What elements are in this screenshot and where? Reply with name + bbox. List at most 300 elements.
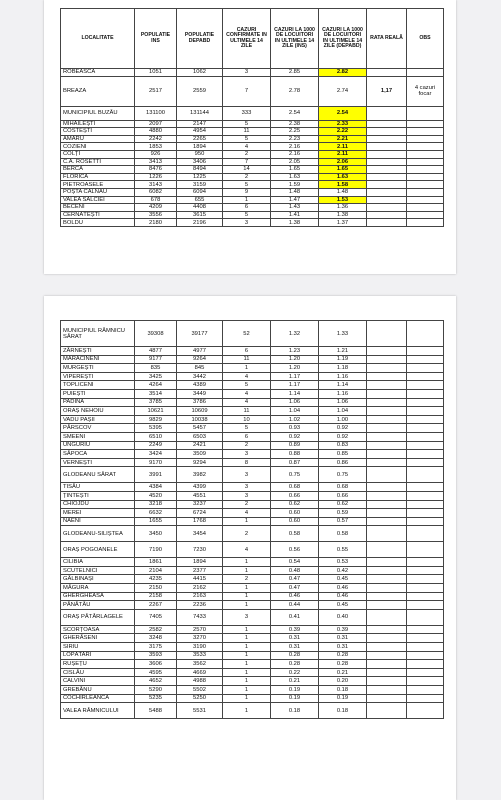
- table-row: [61, 398, 444, 407]
- cell-rata-depabd: 0.92: [319, 424, 367, 433]
- cell-pop-ins: 1655: [135, 517, 177, 526]
- cell-localitate: RUȘEȚU: [61, 660, 135, 669]
- cell-pop-ins: 1861: [135, 558, 177, 567]
- cell-pop-depabd: 4389: [177, 381, 223, 390]
- cell-rata-depabd: 0.31: [319, 643, 367, 652]
- cell-localitate: SCUTELNICI: [61, 566, 135, 575]
- table-row: [61, 643, 444, 652]
- cell-localitate: BOLDU: [61, 219, 135, 227]
- cell-rata-reala: [367, 625, 407, 634]
- cell-cazuri: 1: [223, 196, 271, 204]
- cell-pop-ins: 3413: [135, 158, 177, 166]
- table-row: [61, 450, 444, 459]
- header-rata-ins: CAZURI LA 1000 DE LOCUITORI IN ULTIMELE 14 ZILE (INS): [271, 9, 319, 69]
- cell-rata-reala: [367, 694, 407, 703]
- header-cazuri-14: CAZURI CONFIRMATE IN ULTIMELE 14 ZILE: [223, 9, 271, 69]
- cell-rata-ins: 2.54: [271, 106, 319, 120]
- cell-cazuri: 1: [223, 660, 271, 669]
- cell-cazuri: 4: [223, 509, 271, 518]
- cell-rata-ins: 0.28: [271, 660, 319, 669]
- cell-localitate: PUIEȘTI: [61, 389, 135, 398]
- cell-localitate: CERNĂTEȘTI: [61, 211, 135, 219]
- cell-rata-ins: 1.47: [271, 196, 319, 204]
- cell-rata-reala: [367, 347, 407, 356]
- cell-rata-ins: 1.14: [271, 389, 319, 398]
- cell-rata-reala: [367, 651, 407, 660]
- cell-rata-reala: [367, 143, 407, 151]
- cell-rata-reala: [367, 483, 407, 492]
- cell-rata-reala: [367, 500, 407, 509]
- cell-rata-depabd: 2.22: [319, 128, 367, 136]
- cell-obs: [407, 625, 444, 634]
- cell-rata-depabd: 0.86: [319, 458, 367, 467]
- cell-rata-ins: 2.16: [271, 150, 319, 158]
- cell-pop-ins: 10621: [135, 407, 177, 416]
- table-row: [61, 458, 444, 467]
- cell-rata-reala: [367, 450, 407, 459]
- cell-pop-ins: 4880: [135, 128, 177, 136]
- cell-pop-depabd: 3449: [177, 389, 223, 398]
- document-page-2: [44, 296, 456, 800]
- cell-rata-ins: 2.16: [271, 143, 319, 151]
- cell-pop-depabd: 4954: [177, 128, 223, 136]
- cell-rata-reala: [367, 592, 407, 601]
- cell-cazuri: 10: [223, 415, 271, 424]
- cell-pop-depabd: 5250: [177, 694, 223, 703]
- cell-rata-reala: [367, 509, 407, 518]
- cell-cazuri: 5: [223, 424, 271, 433]
- cell-rata-depabd: 1.36: [319, 204, 367, 212]
- cell-pop-depabd: 950: [177, 150, 223, 158]
- cell-rata-ins: 1.17: [271, 372, 319, 381]
- cell-pop-ins: 2582: [135, 625, 177, 634]
- cell-localitate: GHERGHEASA: [61, 592, 135, 601]
- cell-pop-depabd: 10609: [177, 407, 223, 416]
- cell-rata-reala: [367, 364, 407, 373]
- cell-obs: [407, 173, 444, 181]
- cell-pop-depabd: 3406: [177, 158, 223, 166]
- cell-pop-ins: 5395: [135, 424, 177, 433]
- table-row: [61, 686, 444, 695]
- cell-pop-depabd: 9294: [177, 458, 223, 467]
- cell-localitate: COLȚI: [61, 150, 135, 158]
- cell-rata-depabd: 1.16: [319, 372, 367, 381]
- table-row: [61, 173, 444, 181]
- cell-pop-depabd: 2377: [177, 566, 223, 575]
- cell-pop-ins: 3514: [135, 389, 177, 398]
- cell-pop-ins: 5235: [135, 694, 177, 703]
- cell-cazuri: 6: [223, 204, 271, 212]
- cell-rata-reala: [367, 584, 407, 593]
- cell-rata-ins: 0.92: [271, 432, 319, 441]
- cell-pop-ins: 3425: [135, 372, 177, 381]
- cell-rata-depabd: 1.38: [319, 211, 367, 219]
- cell-rata-reala: [367, 526, 407, 542]
- cell-rata-ins: 0.47: [271, 584, 319, 593]
- cell-cazuri: 2: [223, 500, 271, 509]
- cell-pop-depabd: 3533: [177, 651, 223, 660]
- table-row: [61, 592, 444, 601]
- cell-pop-depabd: 4988: [177, 677, 223, 686]
- cell-localitate: PADINA: [61, 398, 135, 407]
- cell-pop-ins: 926: [135, 150, 177, 158]
- cell-rata-reala: [367, 150, 407, 158]
- cell-localitate: VALEA RÂMNICULUI: [61, 703, 135, 719]
- cell-pop-depabd: 2147: [177, 120, 223, 128]
- cell-rata-ins: 2.05: [271, 158, 319, 166]
- cell-pop-ins: 4384: [135, 483, 177, 492]
- cell-pop-ins: 2517: [135, 76, 177, 106]
- cell-obs: [407, 398, 444, 407]
- cell-cazuri: 11: [223, 407, 271, 416]
- cell-cazuri: 3: [223, 219, 271, 227]
- cell-pop-ins: 9170: [135, 458, 177, 467]
- table-row: [61, 415, 444, 424]
- cell-pop-depabd: 2265: [177, 135, 223, 143]
- cell-pop-ins: 3143: [135, 181, 177, 189]
- table-body-bottom: [61, 321, 444, 719]
- cell-obs: [407, 415, 444, 424]
- cell-cazuri: 3: [223, 450, 271, 459]
- cell-rata-depabd: 0.46: [319, 584, 367, 593]
- table-row: [61, 651, 444, 660]
- cell-obs: [407, 407, 444, 416]
- cell-localitate: MEREI: [61, 509, 135, 518]
- cell-rata-depabd: 0.28: [319, 660, 367, 669]
- cell-rata-reala: [367, 188, 407, 196]
- cell-rata-depabd: 0.62: [319, 500, 367, 509]
- header-pop-depabd: POPULATIE DEPABD: [177, 9, 223, 69]
- cell-pop-ins: 2249: [135, 441, 177, 450]
- cell-pop-ins: 3606: [135, 660, 177, 669]
- cell-rata-depabd: 0.45: [319, 601, 367, 610]
- cell-localitate: MURGEȘTI: [61, 364, 135, 373]
- cell-localitate: SMEENI: [61, 432, 135, 441]
- cell-pop-ins: 2267: [135, 601, 177, 610]
- cell-localitate: CHIOJDU: [61, 500, 135, 509]
- cell-cazuri: 1: [223, 643, 271, 652]
- cell-obs: [407, 575, 444, 584]
- cell-rata-depabd: 2.21: [319, 135, 367, 143]
- table-row: [61, 558, 444, 567]
- cell-rata-depabd: 1.48: [319, 188, 367, 196]
- cell-obs: [407, 389, 444, 398]
- table-row: [61, 372, 444, 381]
- cell-obs: [407, 634, 444, 643]
- cell-pop-depabd: 655: [177, 196, 223, 204]
- cell-pop-depabd: 5457: [177, 424, 223, 433]
- table-row: [61, 188, 444, 196]
- cell-rata-reala: [367, 204, 407, 212]
- cell-obs: [407, 491, 444, 500]
- cell-cazuri: 3: [223, 483, 271, 492]
- cell-rata-depabd: 0.21: [319, 668, 367, 677]
- cell-rata-ins: 1.20: [271, 364, 319, 373]
- cell-rata-reala: [367, 660, 407, 669]
- cell-rata-ins: 0.60: [271, 509, 319, 518]
- cell-rata-depabd: 1.37: [319, 219, 367, 227]
- cell-rata-depabd: 0.68: [319, 483, 367, 492]
- table-row: [61, 128, 444, 136]
- cell-rata-ins: 0.18: [271, 703, 319, 719]
- cell-rata-depabd: 2.74: [319, 76, 367, 106]
- cell-rata-ins: 2.78: [271, 76, 319, 106]
- cell-pop-ins: 5290: [135, 686, 177, 695]
- cell-rata-ins: 1.43: [271, 204, 319, 212]
- cell-cazuri: 5: [223, 381, 271, 390]
- cell-rata-reala: [367, 703, 407, 719]
- cell-rata-depabd: 1.21: [319, 347, 367, 356]
- cell-localitate: GREBĂNU: [61, 686, 135, 695]
- cell-pop-depabd: 9264: [177, 355, 223, 364]
- cell-rata-depabd: 0.19: [319, 694, 367, 703]
- cell-rata-ins: 0.31: [271, 643, 319, 652]
- cell-rata-reala: [367, 128, 407, 136]
- cell-obs: [407, 150, 444, 158]
- cell-pop-ins: 2180: [135, 219, 177, 227]
- cell-rata-depabd: 1.14: [319, 381, 367, 390]
- cell-obs: [407, 372, 444, 381]
- table-row: [61, 677, 444, 686]
- cell-pop-depabd: 1894: [177, 558, 223, 567]
- table-row: [61, 660, 444, 669]
- cell-pop-depabd: 3159: [177, 181, 223, 189]
- cell-rata-ins: 0.41: [271, 609, 319, 625]
- cell-localitate: PÂRSCOV: [61, 424, 135, 433]
- cell-rata-ins: 0.46: [271, 592, 319, 601]
- cell-localitate: ȚINTEȘTI: [61, 491, 135, 500]
- cell-pop-depabd: 39177: [177, 321, 223, 347]
- cell-cazuri: 6: [223, 347, 271, 356]
- cell-rata-depabd: 0.40: [319, 609, 367, 625]
- cell-localitate: CALVINI: [61, 677, 135, 686]
- cell-rata-ins: 1.48: [271, 188, 319, 196]
- cell-localitate: GLODEANU-SILIȘTEA: [61, 526, 135, 542]
- cell-pop-depabd: 6724: [177, 509, 223, 518]
- cell-rata-depabd: 0.53: [319, 558, 367, 567]
- cell-cazuri: 5: [223, 120, 271, 128]
- cell-localitate: UNGURIU: [61, 441, 135, 450]
- cell-obs: [407, 424, 444, 433]
- cell-pop-depabd: 2162: [177, 584, 223, 593]
- cell-localitate: GHERĂSENI: [61, 634, 135, 643]
- cell-pop-ins: 6510: [135, 432, 177, 441]
- cell-obs: [407, 584, 444, 593]
- cell-cazuri: 1: [223, 592, 271, 601]
- table-row: [61, 120, 444, 128]
- cell-cazuri: 5: [223, 211, 271, 219]
- cell-obs: [407, 321, 444, 347]
- cell-rata-ins: 0.47: [271, 575, 319, 584]
- cell-pop-depabd: 2163: [177, 592, 223, 601]
- cell-rata-ins: 0.21: [271, 677, 319, 686]
- header-pop-ins: POPULATIE INS: [135, 9, 177, 69]
- cell-pop-depabd: 3190: [177, 643, 223, 652]
- cell-obs: [407, 143, 444, 151]
- cell-pop-ins: 1051: [135, 69, 177, 77]
- cell-pop-depabd: 3615: [177, 211, 223, 219]
- cell-rata-depabd: 2.11: [319, 150, 367, 158]
- cell-localitate: COSTEȘTI: [61, 128, 135, 136]
- cell-pop-ins: 2242: [135, 135, 177, 143]
- header-rata-reala: RATA REALĂ: [367, 9, 407, 69]
- table-row: [61, 150, 444, 158]
- cell-rata-depabd: 0.42: [319, 566, 367, 575]
- table-row: [61, 347, 444, 356]
- cell-rata-ins: 0.62: [271, 500, 319, 509]
- table-row: [61, 566, 444, 575]
- cell-pop-ins: 4877: [135, 347, 177, 356]
- cell-pop-depabd: 3237: [177, 500, 223, 509]
- cell-cazuri: 1: [223, 517, 271, 526]
- cell-rata-depabd: 1.16: [319, 389, 367, 398]
- cell-obs: [407, 651, 444, 660]
- cell-pop-ins: 1853: [135, 143, 177, 151]
- cell-pop-ins: 131100: [135, 106, 177, 120]
- cell-obs: [407, 517, 444, 526]
- cell-pop-depabd: 5502: [177, 686, 223, 695]
- cell-localitate: ROBEASCA: [61, 69, 135, 77]
- cell-pop-ins: 3556: [135, 211, 177, 219]
- cell-cazuri: 1: [223, 694, 271, 703]
- table-row: [61, 668, 444, 677]
- cell-cazuri: 3: [223, 69, 271, 77]
- cell-rata-ins: 0.68: [271, 483, 319, 492]
- cell-rata-ins: 1.23: [271, 347, 319, 356]
- cell-pop-ins: 3218: [135, 500, 177, 509]
- cell-rata-ins: 2.38: [271, 120, 319, 128]
- cell-pop-depabd: 2570: [177, 625, 223, 634]
- cell-rata-reala: [367, 389, 407, 398]
- cell-obs: [407, 686, 444, 695]
- cell-cazuri: 3: [223, 467, 271, 483]
- cell-obs: [407, 364, 444, 373]
- cell-pop-depabd: 8494: [177, 166, 223, 174]
- cell-rata-reala: [367, 398, 407, 407]
- cell-rata-reala: [367, 575, 407, 584]
- cell-rata-ins: 2.85: [271, 69, 319, 77]
- cell-cazuri: 5: [223, 181, 271, 189]
- cell-obs: [407, 211, 444, 219]
- table-row: [61, 364, 444, 373]
- cell-rata-ins: 0.44: [271, 601, 319, 610]
- table-row: [61, 526, 444, 542]
- cell-rata-depabd: 1.33: [319, 321, 367, 347]
- header-rata-depabd: CAZURI LA 1000 DE LOCUITORI IN ULTIMELE 14 ZILE (DEPABD): [319, 9, 367, 69]
- table-row: [61, 542, 444, 558]
- cell-cazuri: 1: [223, 601, 271, 610]
- cell-rata-depabd: 1.63: [319, 173, 367, 181]
- cell-rata-reala: [367, 166, 407, 174]
- cell-localitate: MĂGURA: [61, 584, 135, 593]
- incidence-table-bottom: [60, 320, 444, 719]
- table-row: [61, 211, 444, 219]
- cell-localitate: POȘTA CÂLNĂU: [61, 188, 135, 196]
- cell-rata-ins: 0.75: [271, 467, 319, 483]
- cell-pop-ins: 2097: [135, 120, 177, 128]
- cell-pop-ins: 3450: [135, 526, 177, 542]
- cell-rata-depabd: 0.18: [319, 703, 367, 719]
- cell-localitate: GĂLBINAȘI: [61, 575, 135, 584]
- cell-pop-depabd: 3442: [177, 372, 223, 381]
- cell-pop-ins: 8476: [135, 166, 177, 174]
- cell-cazuri: 4: [223, 542, 271, 558]
- cell-rata-ins: 1.59: [271, 181, 319, 189]
- cell-rata-reala: [367, 458, 407, 467]
- cell-rata-depabd: 0.31: [319, 634, 367, 643]
- cell-rata-reala: [367, 135, 407, 143]
- table-row: [61, 509, 444, 518]
- cell-localitate: COZIENI: [61, 143, 135, 151]
- table-row: [61, 166, 444, 174]
- cell-rata-depabd: 1.53: [319, 196, 367, 204]
- cell-obs: [407, 128, 444, 136]
- cell-rata-ins: 0.56: [271, 542, 319, 558]
- cell-rata-reala: [367, 609, 407, 625]
- cell-localitate: NĂENI: [61, 517, 135, 526]
- table-row: [61, 491, 444, 500]
- cell-cazuri: 1: [223, 584, 271, 593]
- cell-rata-reala: [367, 355, 407, 364]
- cell-obs: [407, 166, 444, 174]
- cell-obs: [407, 158, 444, 166]
- cell-pop-depabd: 4669: [177, 668, 223, 677]
- cell-rata-depabd: 1.06: [319, 398, 367, 407]
- cell-rata-depabd: 0.55: [319, 542, 367, 558]
- cell-cazuri: 11: [223, 355, 271, 364]
- cell-localitate: BECENI: [61, 204, 135, 212]
- cell-rata-ins: 1.04: [271, 407, 319, 416]
- cell-pop-ins: 4209: [135, 204, 177, 212]
- table-row: [61, 467, 444, 483]
- cell-cazuri: 1: [223, 566, 271, 575]
- cell-rata-depabd: 0.20: [319, 677, 367, 686]
- cell-obs: [407, 677, 444, 686]
- cell-pop-ins: 4235: [135, 575, 177, 584]
- cell-cazuri: 2: [223, 173, 271, 181]
- cell-localitate: CISLĂU: [61, 668, 135, 677]
- cell-pop-ins: 5488: [135, 703, 177, 719]
- cell-pop-ins: 6632: [135, 509, 177, 518]
- cell-localitate: PIETROASELE: [61, 181, 135, 189]
- cell-rata-reala: [367, 558, 407, 567]
- cell-cazuri: 2: [223, 150, 271, 158]
- cell-pop-depabd: 2236: [177, 601, 223, 610]
- table-body-top: [61, 69, 444, 227]
- cell-obs: [407, 432, 444, 441]
- cell-localitate: LOPĂTARI: [61, 651, 135, 660]
- cell-pop-depabd: 3982: [177, 467, 223, 483]
- cell-pop-depabd: 10038: [177, 415, 223, 424]
- cell-rata-reala: [367, 432, 407, 441]
- cell-obs: [407, 467, 444, 483]
- cell-rata-depabd: 0.59: [319, 509, 367, 518]
- cell-rata-reala: [367, 467, 407, 483]
- cell-pop-ins: 678: [135, 196, 177, 204]
- table-row: [61, 219, 444, 227]
- cell-rata-reala: 1,17: [367, 76, 407, 106]
- cell-obs: [407, 609, 444, 625]
- cell-obs: [407, 500, 444, 509]
- cell-obs: [407, 219, 444, 227]
- cell-obs: [407, 483, 444, 492]
- cell-localitate: VIPEREȘTI: [61, 372, 135, 381]
- cell-rata-depabd: 1.04: [319, 407, 367, 416]
- cell-localitate: GLODEANU SĂRAT: [61, 467, 135, 483]
- cell-obs: [407, 592, 444, 601]
- table-header-row: [61, 9, 444, 69]
- cell-obs: [407, 69, 444, 77]
